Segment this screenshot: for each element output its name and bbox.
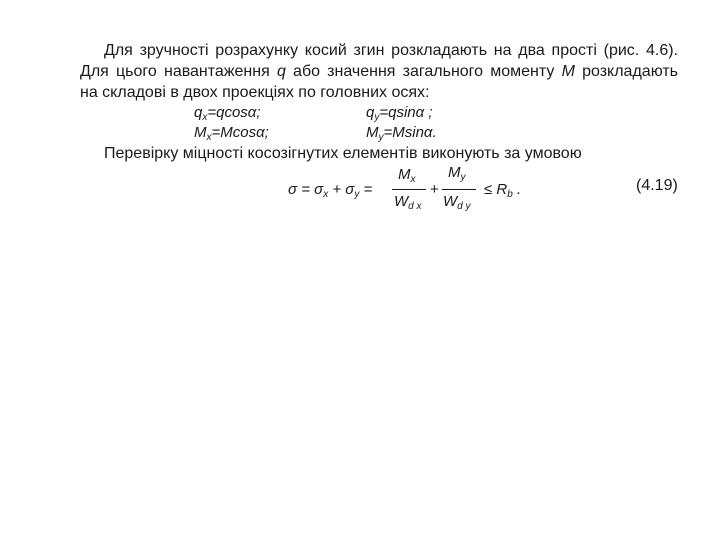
fraction-1-bar <box>392 189 426 190</box>
fraction-1-numerator: $M_x$ <box>398 166 416 185</box>
moment-symbol-M: M <box>561 63 575 80</box>
fraction-2-bar <box>442 189 476 190</box>
fraction-2-denominator: $W_{d y}$ <box>443 193 471 212</box>
formula-lhs: $\sigma = \sigma_x + \sigma_y$ = <box>288 181 373 200</box>
check-condition-text: Перевірку міцності косозігнутих елементів виконують за умовою <box>104 145 582 162</box>
formula-qx: $q_x=qcos\alpha$; <box>194 104 261 123</box>
formula-My: $M_y=Msin\alpha$. <box>366 124 437 143</box>
line2-pre: Для цього навантаження <box>80 63 277 80</box>
formula-Mx: $M_x=Mcos\alpha$; <box>194 124 269 143</box>
fraction-1-denominator: $W_{d x}$ <box>394 193 422 212</box>
formula-rhs: ≤ $R_b$ . <box>484 181 522 200</box>
formula-qy: $q_y=qsin\alpha$ ; <box>366 104 433 123</box>
load-symbol-q: q <box>276 63 286 80</box>
line2-post: розкладають <box>574 63 679 80</box>
fraction-2-numerator: $M_y$ <box>448 164 466 183</box>
line2-mid: або значення загального моменту <box>285 63 562 80</box>
strength-check-formula <box>288 163 538 219</box>
paragraph-line-1: Для зручності розрахунку косий згин розкладають на два прості (рис. 4.6). <box>104 42 678 59</box>
equation-number: (4.19) <box>636 177 678 194</box>
formula-plus: + <box>430 181 439 198</box>
paragraph-line-3: на складові в двох проекціях по головних осях: <box>80 84 430 101</box>
paragraph-line-2 <box>80 62 678 82</box>
